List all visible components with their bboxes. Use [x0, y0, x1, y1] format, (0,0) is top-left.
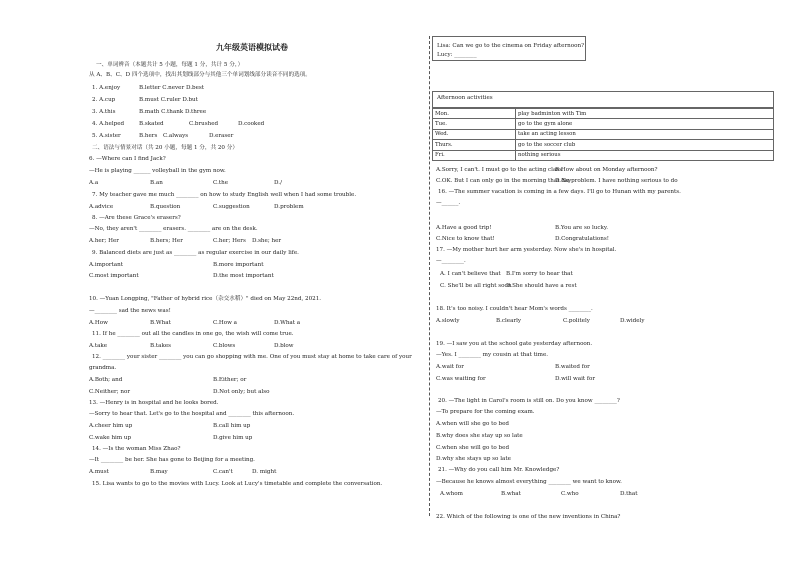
- left-text-line: 3. A.this: [92, 109, 116, 115]
- right-text-line: B.I'm sorry to hear that: [506, 271, 573, 277]
- right-text-line: B.How about on Monday afternoon?: [555, 167, 658, 173]
- right-text-line: A.whom: [440, 491, 463, 497]
- left-text-line: A.take: [89, 343, 108, 349]
- right-text-line: D.why she stays up so late: [436, 456, 511, 462]
- right-text-line: 18. It's too noisy. I couldn't hear Mom's words ________.: [436, 306, 593, 312]
- left-text-line: C.brushed: [189, 121, 219, 127]
- right-text-line: C.politely: [563, 318, 590, 324]
- left-text-line: A.must: [89, 469, 109, 475]
- page-title: 九年级英语模拟试卷: [216, 42, 288, 52]
- left-text-line: C.wake him up: [89, 435, 132, 441]
- left-text-line: B.an: [150, 180, 163, 186]
- left-text-line: 1. A.enjoy: [92, 85, 121, 91]
- timetable-row: [433, 119, 774, 129]
- timetable-activity: go to the gym alone: [516, 119, 774, 129]
- timetable-day: Mon.: [433, 109, 516, 119]
- left-text-line: 从 A、B、C、D 四个选项中，找出其划线部分与其他三个单词划线部分读音不同的选项。: [89, 72, 311, 78]
- left-text-line: 9. Balanced diets are just as ________ as regular exercise in our daily life.: [92, 250, 299, 256]
- right-text-line: D.Congratulations!: [555, 236, 610, 242]
- right-text-line: —______.: [436, 200, 461, 206]
- timetable-row: [433, 129, 774, 139]
- left-text-line: A.How: [89, 320, 108, 326]
- right-text-line: —Because he knows almost everything ________ we want to know.: [436, 479, 622, 485]
- right-text-line: C.who: [561, 491, 579, 497]
- left-text-line: —No, they aren't ________ erasers. ________ are on the desk.: [89, 226, 258, 232]
- left-text-line: D.eraser: [209, 133, 234, 139]
- left-text-line: C.blows: [213, 343, 236, 349]
- timetable-day: Tue.: [433, 119, 516, 129]
- right-text-line: 20. —The light in Carol's room is still on. Do you know ________?: [438, 398, 620, 404]
- left-text-line: 13. —Henry is in hospital and he looks bored.: [89, 400, 219, 406]
- left-text-line: A.important: [89, 262, 123, 268]
- right-text-line: 22. Which of the following is one of the new inventions in China?: [436, 514, 621, 520]
- right-text-line: D.that: [620, 491, 638, 497]
- left-text-line: B.Either; or: [213, 377, 247, 383]
- right-text-line: 21. —Why do you call him Mr. Knowledge?: [438, 467, 560, 473]
- left-text-line: B.more important: [213, 262, 264, 268]
- left-text-line: C.her; Hers: [213, 238, 246, 244]
- left-text-line: C.Neither; nor: [89, 389, 130, 395]
- timetable-activity: go to the soccer club: [516, 140, 774, 150]
- right-text-line: C.OK. But I can only go in the morning that day: [436, 178, 572, 184]
- left-text-line: D. might: [252, 469, 277, 475]
- right-text-line: A. I can't believe that: [440, 271, 501, 277]
- timetable: [432, 108, 774, 161]
- left-text-line: B.may: [150, 469, 168, 475]
- left-text-line: C.suggestion: [213, 204, 250, 210]
- left-text-line: D.the most important: [213, 273, 274, 279]
- timetable-header: Afternoon activities: [437, 95, 493, 101]
- left-text-line: 4. A.helped: [92, 121, 125, 127]
- left-text-line: C.the: [213, 180, 229, 186]
- timetable-day: Thurs.: [433, 140, 516, 150]
- timetable-activity: take an acting lesson: [516, 129, 774, 139]
- right-text-line: A.when will she go to bed: [436, 421, 509, 427]
- left-text-line: —Sorry to hear that. Let's go to the hospital and ________ this afternoon.: [89, 411, 295, 417]
- left-text-line: B.must C.ruler D.but: [139, 97, 198, 103]
- timetable-activity: nothing serious: [516, 150, 774, 160]
- right-text-line: D.widely: [620, 318, 645, 324]
- right-text-line: —Yes. I ________ my cousin at that time.: [436, 352, 549, 358]
- left-text-line: —________ sad the news was!: [89, 308, 171, 314]
- right-text-line: D.will wait for: [555, 376, 596, 382]
- timetable-row: [433, 140, 774, 150]
- left-text-line: 15. Lisa wants to go to the movies with Lucy. Look at Lucy's timetable and complete the conversation.: [92, 481, 383, 487]
- left-text-line: 14. —Is the woman Miss Zhao?: [92, 446, 181, 452]
- right-text-line: D.She should have a rest: [506, 283, 577, 289]
- left-text-line: B.math C.thank D.three: [139, 109, 207, 115]
- left-text-line: B.question: [150, 204, 181, 210]
- right-text-line: B.You are so lucky.: [555, 225, 609, 231]
- left-text-line: D.give him up: [213, 435, 253, 441]
- conversation-text-line: Lucy: ________: [437, 52, 477, 58]
- left-text-line: 7. My teacher gave me much ________ on how to study English well when I had some trouble.: [92, 192, 357, 198]
- left-text-line: A.her; Her: [89, 238, 119, 244]
- right-text-line: D.No problem. I have nothing serious to do: [555, 178, 678, 184]
- right-text-line: B.what: [501, 491, 521, 497]
- left-text-line: C.most important: [89, 273, 139, 279]
- left-text-line: —He is playing ______ volleyball in the gym now.: [89, 168, 226, 174]
- right-text-line: —________.: [436, 258, 466, 264]
- right-text-line: 16. —The summer vacation is coming in a few days. I'll go to Hunan with my parents.: [438, 189, 681, 195]
- left-text-line: A.a: [89, 180, 99, 186]
- left-text-line: D.problem: [274, 204, 304, 210]
- left-text-line: D.she; her: [252, 238, 282, 244]
- left-text-line: C.can't: [213, 469, 233, 475]
- right-text-line: A.Have a good trip!: [436, 225, 492, 231]
- left-text-line: B.hers; Her: [150, 238, 183, 244]
- conversation-text-line: Lisa: Can we go to the cinema on Friday afternoon?: [437, 43, 585, 49]
- left-text-line: B.letter C.never D.best: [139, 85, 205, 91]
- left-text-line: A.advice: [89, 204, 114, 210]
- right-text-line: C.when she will go to bed: [436, 445, 510, 451]
- timetable-row: [433, 109, 774, 119]
- right-text-line: A.slowly: [436, 318, 460, 324]
- right-text-line: B.clearly: [496, 318, 522, 324]
- left-text-line: D.What a: [274, 320, 301, 326]
- left-text-line: 二、语法与情景对话（共 20 小题，每题 1 分，共 20 分）: [92, 145, 238, 151]
- left-text-line: D.blow: [274, 343, 294, 349]
- timetable-row: [433, 150, 774, 160]
- right-text-line: C. She'll be all right soon: [440, 283, 512, 289]
- left-text-line: 5. A.sister: [92, 133, 121, 139]
- right-text-line: C.was waiting for: [436, 376, 486, 382]
- column-divider: [429, 36, 430, 516]
- left-text-line: grandma.: [89, 365, 117, 371]
- left-text-line: B.call him up: [213, 423, 251, 429]
- left-text-line: 11. If he ________ out all the candles in one go, the wish will come true.: [92, 331, 294, 337]
- right-text-line: B.waited for: [555, 364, 590, 370]
- left-text-line: —It ________ be her. She has gone to Beijing for a meeting.: [89, 457, 255, 463]
- left-text-line: 一、单词辨音（本题共计 5 小题，每题 1 分，共计 5 分，）: [96, 62, 244, 68]
- left-text-line: B.What: [150, 320, 171, 326]
- right-text-line: 17. —My mother hurt her arm yesterday. Now she's in hospital.: [436, 247, 617, 253]
- left-text-line: D.cooked: [238, 121, 265, 127]
- right-text-line: —To prepare for the coming exam.: [436, 409, 535, 415]
- left-text-line: 6. —Where can I find Jack?: [89, 156, 166, 162]
- left-text-line: A.Both; and: [89, 377, 123, 383]
- right-text-line: B.why does she stay up so late: [436, 433, 523, 439]
- left-text-line: D./: [274, 180, 282, 186]
- right-text-line: C.Nice to know that!: [436, 236, 495, 242]
- right-text-line: 19. —I saw you at the school gate yesterday afternoon.: [436, 341, 593, 347]
- timetable-day: Wed.: [433, 129, 516, 139]
- right-text-line: A.wait for: [436, 364, 464, 370]
- left-text-line: B.hers: [139, 133, 158, 139]
- left-text-line: 8. —Are these Grace's erasers?: [92, 215, 181, 221]
- left-text-line: 12. ________ your sister ________ you can go shopping with me. One of you must stay at home to take care of your: [92, 354, 412, 360]
- left-text-line: 2. A.cup: [92, 97, 116, 103]
- right-text-line: A.Sorry, I can't. I must go to the acting class: [436, 167, 563, 173]
- left-text-line: 10. —Yuan Longping, "Father of hybrid rice（杂交水稻）" died on May 22nd, 2021.: [89, 296, 322, 302]
- left-text-line: B.skated: [139, 121, 164, 127]
- left-text-line: A.cheer him up: [89, 423, 133, 429]
- timetable-day: Fri.: [433, 150, 516, 160]
- left-text-line: C.always: [163, 133, 189, 139]
- left-text-line: B.takes: [150, 343, 172, 349]
- timetable-activity: play badminton with Tim: [516, 109, 774, 119]
- left-text-line: C.How a: [213, 320, 238, 326]
- left-text-line: D.Not only; but also: [213, 389, 270, 395]
